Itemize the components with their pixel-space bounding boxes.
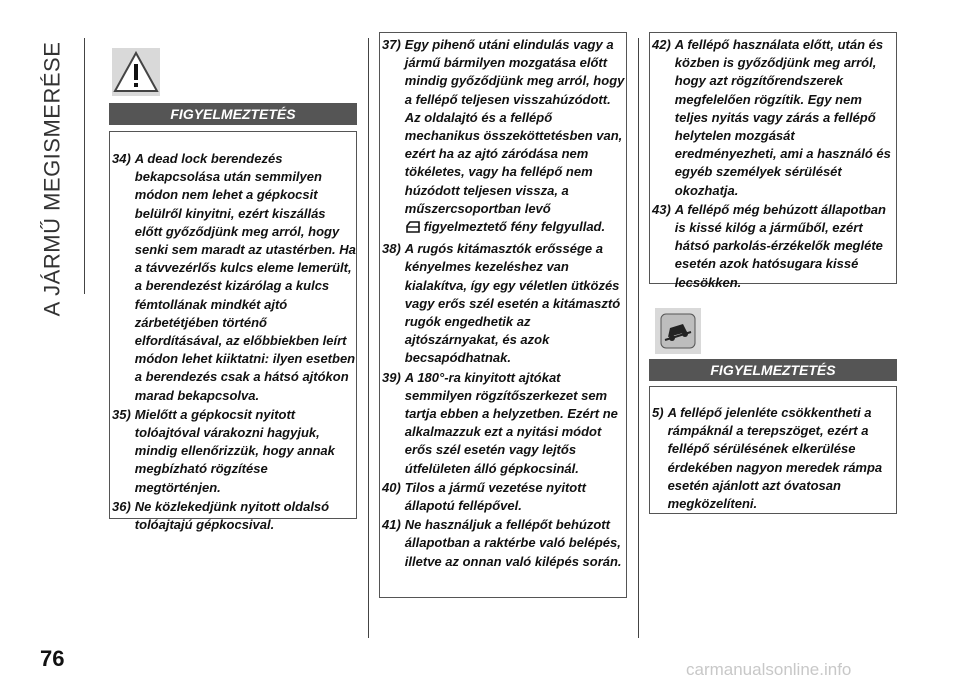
- item-text: A fellépő még behúzott állapotban is kissé kilóg a járműből, ezért hátsó parkolás-érzékelők megléte esetén azok hatósugara kissé lecsökken.: [674, 201, 886, 290]
- item-number: 39): [382, 369, 401, 385]
- list-item: [652, 36, 896, 200]
- item-number: 34): [112, 151, 131, 166]
- item-text: Mielőtt a gépkocsit nyitott tolóajtóval várakozni hagyjuk, mindig ellenőrizzük, hogy annak megbízható rögzítése megtörténjen.: [134, 406, 335, 495]
- column-divider-1: [368, 38, 369, 638]
- chapter-side-title: [32, 41, 72, 317]
- list-item: [112, 406, 356, 497]
- side-divider: [84, 38, 85, 294]
- item-text: A fellépő jelenléte csökkentheti a rámpáknál a terepszöget, ezért a fellépő sérülésének elkerülése érdekében nagyon meredek rámpa esetén ajánlott azt óvatosan megközelíteni.: [667, 405, 883, 512]
- list-item: [652, 404, 896, 513]
- list-item: [382, 516, 626, 571]
- warning-triangle-icon: [112, 48, 160, 101]
- list-item: [652, 201, 896, 292]
- item-number: 38): [382, 241, 401, 257]
- warning-header-1: FIGYELMEZTETÉS: [109, 103, 357, 125]
- item-text-main: Egy pihenő utáni elindulás vagy a jármű bármilyen mozgatása előtt mindig győződjünk meg arról, hogy a fellépő teljesen visszahúzódott. Az oldalajtó és a fellépő mechanikus összeköttetésben van, ezért ha az ajtó záródása nem tökéletes, vagy ha fellépő nem húzódott teljesen vissza, a műszercsoportban levő: [404, 37, 625, 216]
- column-3-text: [652, 36, 896, 293]
- item-text: A dead lock berendezés bekapcsolása után semmilyen módon nem lehet a gépkocsit belülről kinyitni, ezért kiszállás előtt győződjünk meg arról, hogy senki sem maradt az utastérben. Ha a távvezérlős kulcs eleme lemerült, a berendezést kizárólag a kulcs fémtollának mindkét ajtó zárbetétjében történő elfordításával, az előbbiekben leírt módon lehet kiiktatni: ilyen esetben a berendezés csak a hátsó ajtókon marad bekapcsolva.: [134, 151, 356, 403]
- column-3-box-text: [652, 404, 896, 514]
- item-number: 36): [112, 498, 131, 514]
- list-item: [382, 479, 626, 515]
- item-text: A fellépő használata előtt, után és közben is győződjünk meg arról, hogy azt rögzítőrendszerek megfelelően rögzítik. Egy nem teljes nyitás vagy zárás a fellépő helytelen mozgását eredményezheti, ami a használó és egyéb személyek sérülését okozhatja.: [674, 37, 891, 198]
- list-item: [382, 240, 626, 367]
- item-text-after-icon: figyelmeztető fény felgyullad.: [423, 219, 606, 235]
- list-item: [112, 498, 356, 534]
- door-open-warning-icon: [405, 220, 421, 239]
- item-text: A 180°-ra kinyitott ajtókat semmilyen rögzítőszerkezet sem tartja ebben a helyzetben. Ezért ne alkalmazzuk ezt a nyitási módot erős szél esetén vagy lejtős útfelületen álló gépkocsinál.: [404, 369, 618, 476]
- item-text: Ne használjuk a fellépőt behúzott állapotban a raktérbe való belépés, illetve az onnan való kilépés során.: [404, 517, 622, 569]
- item-number: 37): [382, 37, 401, 52]
- column-1-text: [112, 150, 356, 535]
- list-item: [112, 150, 356, 405]
- item-text: Tilos a jármű vezetése nyitott állapotú fellépővel.: [404, 479, 586, 514]
- item-text: [405, 36, 626, 239]
- list-item: [382, 369, 626, 478]
- warning-header-2: FIGYELMEZTETÉS: [649, 359, 897, 381]
- item-number: 41): [382, 517, 401, 533]
- item-number: 42): [652, 37, 671, 52]
- item-number: 5): [652, 405, 664, 420]
- item-text: Ne közlekedjünk nyitott oldalsó tolóajtajú gépkocsival.: [134, 498, 330, 533]
- list-item: [382, 36, 626, 239]
- item-number: 43): [652, 201, 671, 217]
- chapter-title-text: A JÁRMŰ MEGISMERÉSE: [39, 41, 64, 317]
- page-number: 76: [40, 646, 65, 671]
- item-number: 35): [112, 406, 131, 422]
- watermark: carmanualsonline.info: [686, 660, 852, 679]
- item-text: A rugós kitámasztók erőssége a kényelmes kezeléshez van kialakítva, így egy véletlen ütközés vagy erős szél esetén a kitámasztó rugók engedhetik az ajtószárnyakat, és azok becsapódhatnak.: [404, 241, 621, 366]
- item-number: 40): [382, 479, 401, 495]
- column-divider-2: [638, 38, 639, 638]
- column-2-text: [382, 36, 626, 572]
- vehicle-slope-icon: [655, 308, 701, 359]
